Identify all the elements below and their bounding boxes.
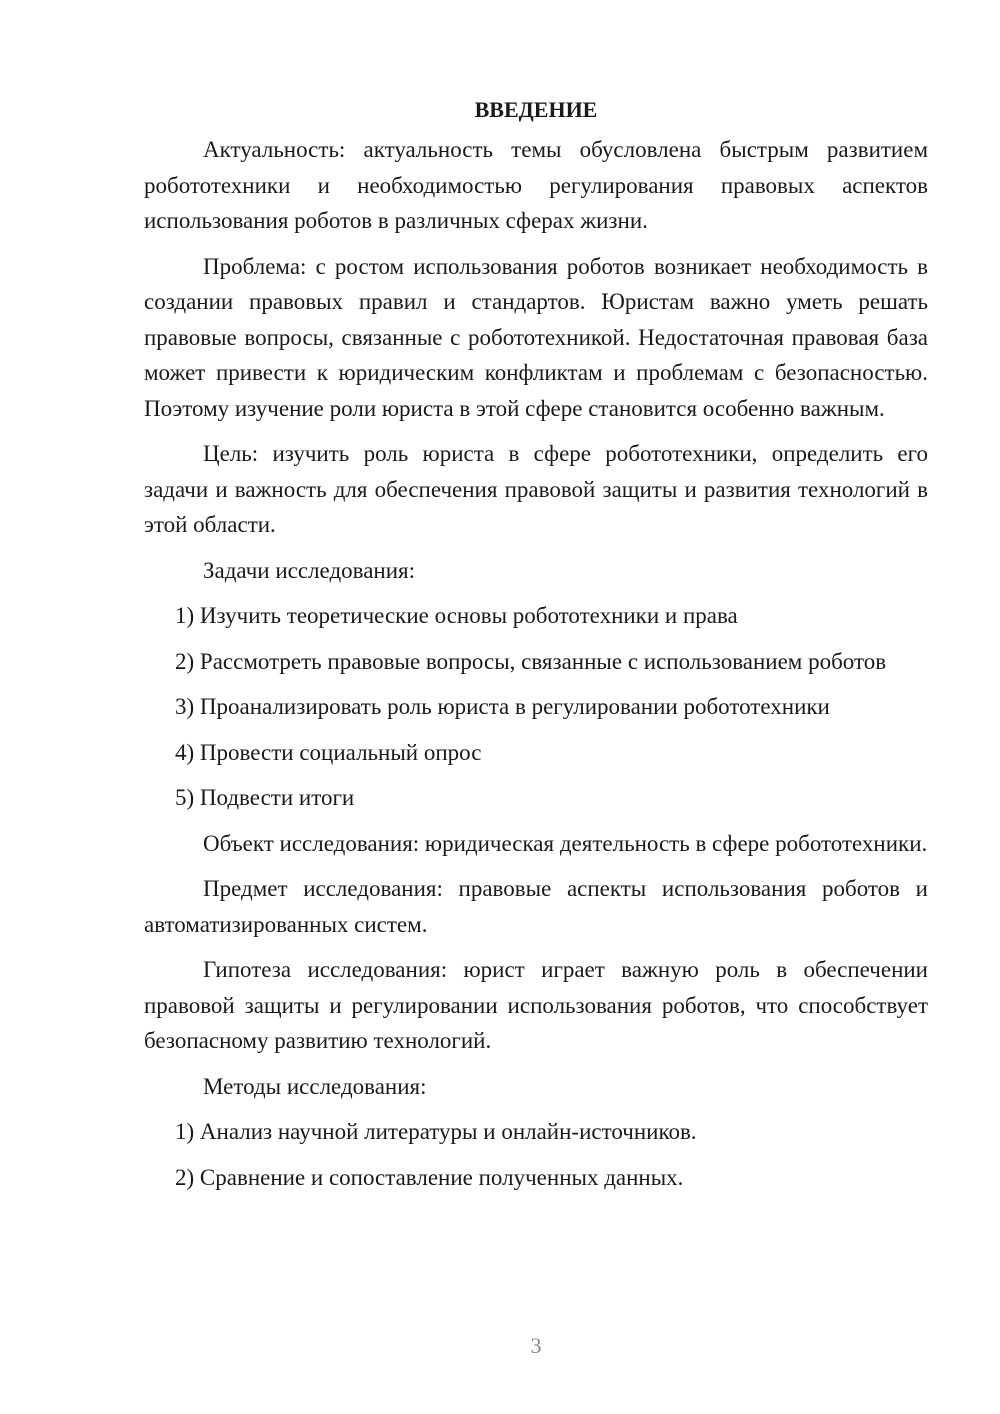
page-title: ВВЕДЕНИЕ [474,97,598,122]
list-item-task-3: 3) Проанализировать роль юриста в регулировании робототехники [175,694,830,719]
list-item-task-1: 1) Изучить теоретические основы робототехники и права [175,603,738,628]
list-item-task-4: 4) Провести социальный опрос [175,739,482,765]
list-item-method-2: 2) Сравнение и сопоставление полученных данных. [175,1164,684,1190]
page-number: 3 [530,1333,542,1358]
paragraph-methods-heading: Методы исследования: [203,1073,427,1099]
paragraph-problem: Проблема: с ростом использования роботов возникает необходимость в создании правовых правил и стандартов. Юристам важно уметь решать правовые вопросы, связанные с робототехникой. Недостаточная правовая база может привести к юридическим конфликтам и проблемам с безопасностью. Поэтому изучение роли юриста в этой сфере становится особенно важным. [144,253,928,421]
list-item-task-5: 5) Подвести итоги [175,785,355,810]
paragraph-hypothesis: Гипотеза исследования: юрист играет важную роль в обеспечении правовой защиты и регулировании использования роботов, что способствует безопасному развитию технологий. [144,957,928,1053]
list-item-method-1: 1) Анализ научной литературы и онлайн-источников. [175,1119,697,1144]
paragraph-relevance: Актуальность: актуальность темы обусловлена быстрым развитием робототехники и необходимостью регулирования правовых аспектов использования роботов в различных сферах жизни. [144,137,928,233]
document-page [144,92,928,1205]
paragraph-subject: Предмет исследования: правовые аспекты использования роботов и автоматизированных систем. [144,876,928,937]
paragraph-object: Объект исследования: юридическая деятельность в сфере робототехники. [203,830,928,856]
paragraph-goal: Цель: изучить роль юриста в сфере робототехники, определить его задачи и важность для обеспечения правовой защиты и развития технологий в этой области. [144,441,928,537]
list-item-task-2: 2) Рассмотреть правовые вопросы, связанные с использованием роботов [175,648,887,674]
paragraph-tasks-heading: Задачи исследования: [203,557,416,583]
